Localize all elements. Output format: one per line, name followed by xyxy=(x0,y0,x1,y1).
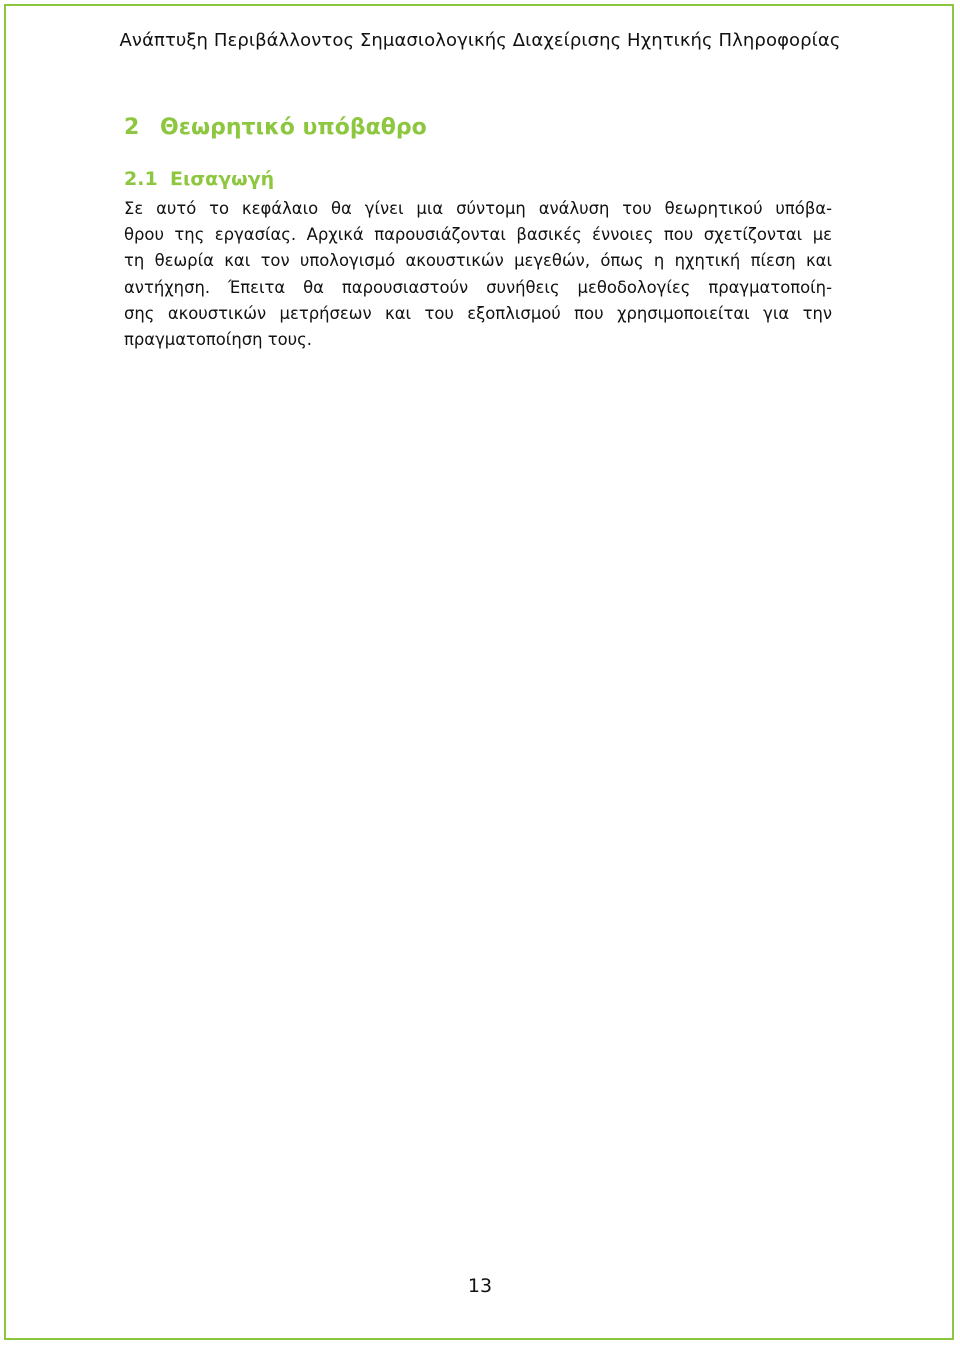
page-number: 13 xyxy=(467,1275,493,1297)
paragraph-line: αντήχηση. Έπειτα θα παρουσιαστούν συνήθεις μεθοδολογίες πραγματοποίη- xyxy=(124,277,832,297)
paragraph-line: σης ακουστικών μετρήσεων και του εξοπλισμού που χρησιμοποιείται για την xyxy=(124,303,832,323)
paragraph-line: τη θεωρία και τον υπολογισμό ακουστικών μεγεθών, όπως η ηχητική πίεση και xyxy=(124,251,832,271)
paragraph-line: θρου της εργασίας. Αρχικά παρουσιάζονται βασικές έννοιες που σχετίζονται με xyxy=(124,225,832,245)
body-paragraph xyxy=(124,196,832,353)
chapter-title: Θεωρητικό υπόβαθρο xyxy=(160,115,427,140)
section-heading xyxy=(124,168,274,190)
paragraph-line: Σε αυτό το κεφάλαιο θα γίνει μια σύντομη ανάλυση του θεωρητικού υπόβα- xyxy=(124,199,832,218)
section-number: 2.1 xyxy=(124,168,158,190)
chapter-number: 2 xyxy=(124,115,140,140)
chapter-heading xyxy=(124,115,427,140)
section-title: Εισαγωγή xyxy=(170,168,275,190)
paragraph-line: πραγματοποίηση τους. xyxy=(124,329,312,349)
running-header: Ανάπτυξη Περιβάλλοντος Σημασιολογικής Διαχείρισης Ηχητικής Πληροφορίας xyxy=(119,30,841,51)
